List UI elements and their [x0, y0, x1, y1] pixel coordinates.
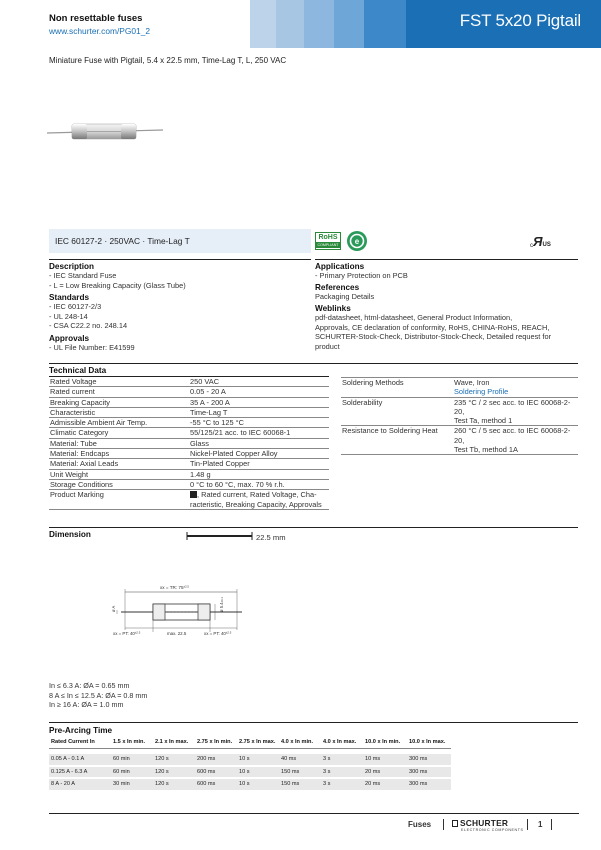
cell-value: -55 °C to 125 °C [189, 418, 329, 428]
table-cell: 20 ms [363, 767, 407, 778]
table-row [49, 767, 451, 778]
drawing-mid-label: max. 22.5 [167, 631, 187, 636]
column-header: Rated Current In [51, 738, 95, 745]
weblinks-line[interactable]: pdf-datasheet, html-datasheet, General Product Information, [315, 313, 513, 323]
column-header: 2.75 x In max. [239, 738, 276, 745]
cell-value-line: , Rated current, Rated Voltage, Cha- [197, 490, 317, 500]
table-cell: 10 s [237, 754, 279, 765]
description-section [49, 262, 311, 353]
table-cell: 0.05 A - 0.1 A [49, 754, 111, 765]
standards-heading: Standards [49, 293, 90, 303]
table-cell: 300 ms [407, 767, 451, 778]
table-cell: 150 ms [279, 767, 321, 778]
cell-label: Material: Tube [49, 438, 189, 448]
table-row [49, 490, 329, 510]
description-heading: Description [49, 262, 95, 271]
table-row [49, 459, 329, 469]
cell-value-line: Wave, Iron [454, 378, 490, 387]
cell-value: Nickel-Plated Copper Alloy [189, 449, 329, 459]
left-rule [49, 259, 311, 260]
cell-label: Solderability [341, 397, 453, 426]
cell-label: Resistance to Soldering Heat [341, 426, 453, 455]
cell-value: 0.05 - 20 A [189, 387, 329, 397]
table-row [49, 479, 329, 489]
cell-value-line: 260 °C / 5 sec acc. to IEC 60068-2-20, [454, 426, 571, 445]
header-band [0, 0, 601, 48]
table-cell: 3 s [321, 779, 363, 790]
ul-ru-icon: Я [533, 234, 543, 249]
technical-heading: Technical Data [49, 366, 107, 375]
cell-value [189, 490, 329, 510]
ul-mark [530, 234, 551, 249]
soldering-profile-link[interactable]: Soldering Profile [454, 387, 509, 397]
table-cell: 300 ms [407, 779, 451, 790]
table-row [341, 426, 578, 455]
footer-divider [443, 819, 444, 830]
table-cell: 10 ms [363, 754, 407, 765]
table-cell: 60 min [111, 767, 153, 778]
technical-table-left [49, 377, 329, 510]
cell-label: Material: Endcaps [49, 449, 189, 459]
applications-item: - Primary Protection on PCB [315, 271, 408, 280]
cell-value [453, 378, 578, 398]
standards-bar [49, 229, 311, 253]
table-row [49, 779, 451, 790]
technical-table-right [341, 377, 578, 455]
approvals-heading: Approvals [49, 333, 90, 343]
cell-value-line: Test Tb, method 1A [454, 445, 518, 455]
drawing-top-label: xx = TR: $75^{\pm 2.5}$ [160, 584, 189, 590]
ul-c-text: c [530, 243, 533, 249]
dimension-drawing [105, 580, 250, 640]
fuse-photo [45, 118, 165, 148]
footer-divider [527, 819, 528, 830]
column-header: 2.75 x In min. [197, 738, 233, 745]
table-cell: 300 ms [407, 754, 451, 765]
cell-value [453, 426, 578, 455]
dimension-notes [49, 681, 147, 710]
table-cell: 40 ms [279, 754, 321, 765]
cell-value: 55/125/21 acc. to IEC 60068-1 [189, 428, 329, 438]
column-header: 10.0 x In min. [365, 738, 401, 745]
prearcing-table [49, 736, 451, 790]
table-row [341, 397, 578, 426]
cell-label: Breaking Capacity [49, 397, 189, 407]
table-cell: 30 min [111, 779, 153, 790]
technical-rule [49, 363, 578, 364]
table-cell: 600 ms [195, 767, 237, 778]
drawing-dia-right: ø 5.4±0.1 [219, 597, 224, 612]
references-heading: References [315, 282, 360, 292]
packaging-details-link[interactable]: Packaging Details [315, 291, 375, 301]
table-cell: 150 ms [279, 779, 321, 790]
standards-item: - IEC 60127-2/3 [49, 302, 102, 312]
cell-label: Rated current [49, 387, 189, 397]
schurter-mark-icon [190, 491, 197, 498]
standards-item: - UL 248-14 [49, 311, 88, 321]
weblinks-line[interactable]: SCHURTER-Stock-Check, Distributor-Stock-Check, Detailed request for [315, 332, 552, 342]
rohs-text: RoHS [318, 234, 338, 241]
column-header: 4.0 x In min. [281, 738, 314, 745]
page-number: 1 [538, 820, 543, 829]
table-cell: 120 s [153, 754, 195, 765]
footer-section: Fuses [408, 820, 432, 829]
schurter-logo [452, 818, 524, 832]
drawing-dia-a: ø A [111, 605, 116, 612]
cell-label: Storage Conditions [49, 479, 189, 489]
standards-bar-text: IEC 60127-2 · 250VAC · Time-Lag T [55, 236, 190, 246]
table-row [49, 407, 329, 417]
table-cell: 8 A - 20 A [49, 779, 111, 790]
footer-rule [49, 813, 579, 814]
table-cell: 600 ms [195, 779, 237, 790]
cell-value: 35 A - 200 A [189, 397, 329, 407]
column-header: 4.0 x In max. [323, 738, 357, 745]
cell-label: Characteristic [49, 407, 189, 417]
rohs-sub-text: COMPLIANT [317, 243, 339, 247]
standards-item: - CSA C22.2 no. 248.14 [49, 321, 128, 331]
dimension-heading: Dimension [49, 530, 91, 539]
category-title: Non resettable fuses [49, 13, 143, 24]
cell-label: Soldering Methods [341, 378, 453, 398]
dimension-note: 8 A ≤ In ≤ 12.5 A: ØA = 0.8 mm [49, 690, 148, 700]
drawing-right-label: xx = PT: $40^{\pm 2.5}$ [204, 630, 232, 636]
table-header-row [49, 736, 451, 748]
schurter-mark-icon [452, 820, 458, 827]
table-cell: 20 ms [363, 779, 407, 790]
description-item: - L = Low Breaking Capacity (Glass Tube) [49, 280, 186, 290]
cell-value-line: 235 °C / 2 sec acc. to IEC 60068-2-20, [454, 397, 571, 416]
cell-value: 0 °C to 60 °C, max. 70 % r.h. [189, 479, 329, 489]
table-cell: 200 ms [195, 754, 237, 765]
rohs-badge [315, 232, 341, 250]
table-cell: 10 s [237, 767, 279, 778]
column-header: 2.1 x In max. [155, 738, 189, 745]
table-row [49, 438, 329, 448]
ul-us-text: US [542, 242, 551, 248]
prearcing-heading: Pre-Arcing Time [49, 726, 113, 735]
cell-value: 1.48 g [189, 469, 329, 479]
column-header: 10.0 x In max. [409, 738, 446, 745]
cell-label: Product Marking [49, 490, 189, 510]
table-cell: 120 s [153, 779, 195, 790]
weblinks-line[interactable]: Approvals, CE declaration of conformity, RoHS, CHINA-RoHS, REACH, [315, 322, 550, 332]
china-rohs-icon [346, 230, 368, 252]
dimension-note: In ≥ 16 A: ØA = 1.0 mm [49, 700, 124, 710]
svg-text:e: e [354, 237, 360, 246]
table-row [49, 428, 329, 438]
table-row [49, 754, 451, 765]
footer-divider [551, 819, 552, 830]
table-cell: 3 s [321, 767, 363, 778]
table-row [49, 449, 329, 459]
length-label: 22.5 mm [256, 533, 286, 542]
cell-label: Climatic Category [49, 428, 189, 438]
cell-label: Rated Voltage [49, 377, 189, 387]
table-row [341, 378, 578, 398]
cell-value-line: Test Ta, method 1 [454, 416, 513, 426]
cell-value: Tin-Plated Copper [189, 459, 329, 469]
category-link[interactable]: www.schurter.com/PG01_2 [49, 26, 151, 36]
product-title: FST 5x20 Pigtail [459, 11, 581, 30]
applications-heading: Applications [315, 262, 365, 271]
brand-sub: ELECTRONIC COMPONENTS [461, 828, 524, 832]
table-cell: 120 s [153, 767, 195, 778]
cell-label: Admissible Ambient Air Temp. [49, 418, 189, 428]
table-row [49, 469, 329, 479]
cell-value: Time-Lag T [189, 407, 329, 417]
table-cell: 10 s [237, 779, 279, 790]
drawing-left-label: xx = PT: $40^{\pm 2.5}$ [113, 630, 141, 636]
brand-name: SCHURTER [460, 818, 509, 828]
cell-value: 250 VAC [189, 377, 329, 387]
column-header: 1.5 x In min. [113, 738, 146, 745]
cell-label: Unit Weight [49, 469, 189, 479]
prearcing-rule [49, 722, 578, 723]
table-cell: 3 s [321, 754, 363, 765]
table-row [49, 397, 329, 407]
cell-label: Material: Axial Leads [49, 459, 189, 469]
applications-section [315, 262, 578, 352]
table-row [49, 387, 329, 397]
approvals-item: - UL File Number: E41599 [49, 342, 135, 352]
product-subtitle: Miniature Fuse with Pigtail, 5.4 x 22.5 mm, Time-Lag T, L, 250 VAC [49, 56, 287, 65]
description-item: - IEC Standard Fuse [49, 271, 117, 280]
table-row [49, 377, 329, 387]
table-row [49, 418, 329, 428]
cell-value [453, 397, 578, 426]
length-bar-icon [186, 531, 256, 541]
cell-value: Glass [189, 438, 329, 448]
table-cell: 0.125 A - 6.3 A [49, 767, 111, 778]
dimension-rule [49, 527, 578, 528]
right-rule [315, 259, 578, 260]
table-cell: 60 min [111, 754, 153, 765]
weblinks-line[interactable]: product [315, 341, 340, 351]
weblinks-heading: Weblinks [315, 304, 351, 314]
dimension-note: In ≤ 6.3 A: ØA = 0.65 mm [49, 681, 130, 690]
cell-value-line: racteristic, Breaking Capacity, Approvals [190, 499, 322, 509]
